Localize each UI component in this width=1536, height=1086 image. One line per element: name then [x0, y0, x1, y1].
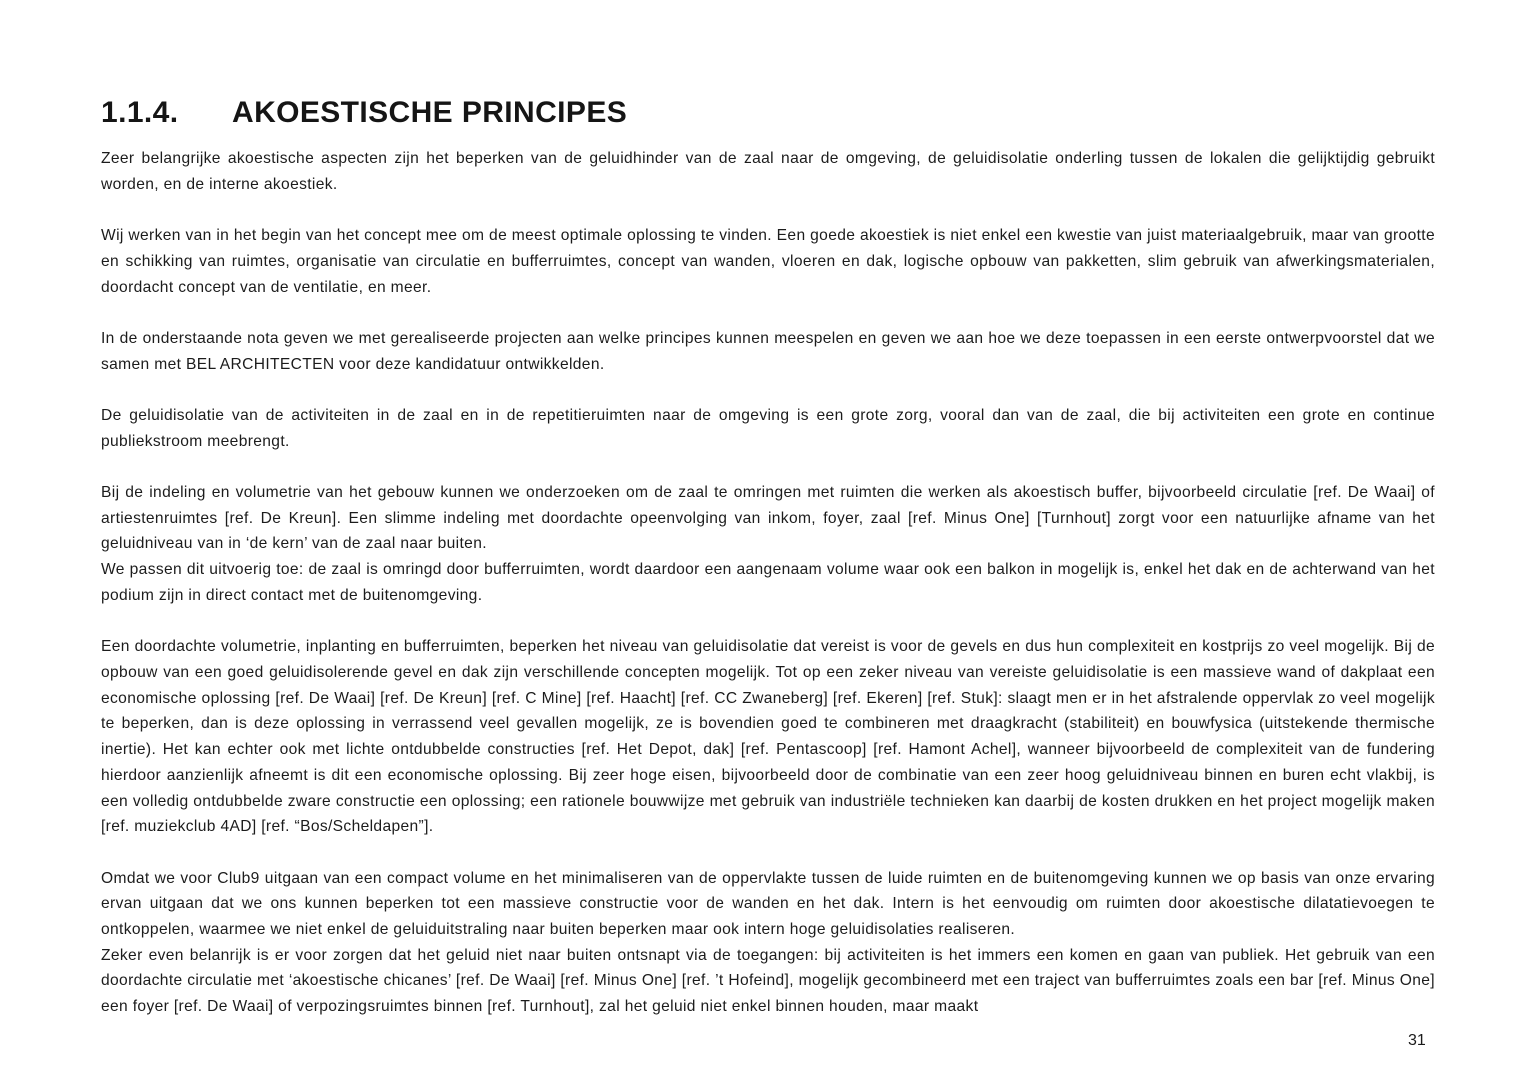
body-text: [101, 146, 1435, 1020]
paragraph-volumetrie: Een doordachte volumetrie, inplanting en bufferruimten, beperken het niveau van geluidisolatie dat vereist is voor de gevels en dus hun complexiteit en kostprijs zo veel mogelijk. Bij de opbouw van een goed geluidisolerende gevel en dak zijn verschillende concepten mogelijk. Tot op een zeker niveau van vereiste geluidisolatie is een massieve wand of dakplaat een economische oplossing [ref. De Waai] [ref. De Kreun] [ref. C Mine] [ref. Haacht] [ref. CC Zwaneberg] [ref. Ekeren] [ref. Stuk]: slaagt men er in het afstralende oppervlak zo veel mogelijk te beperken, dan is deze oplossing in verrassend veel gevallen mogelijk, ze is bovendien goed te combineren met draagkracht (stabiliteit) en bouwfysica (uitstekende thermische inertie). Het kan echter ook met lichte ontdubbelde constructies [ref. Het Depot, dak] [ref. Pentascoop] [ref. Hamont Achel], wanneer bijvoorbeeld de complexiteit van de fundering hierdoor aanzienlijk afneemt is dit een economische oplossing. Bij zeer hoge eisen, bijvoorbeeld door de combinatie van een zeer hoog geluidniveau binnen en buren echt vlakbij, is een volledig ontdubbelde zware constructie een oplossing; een rationele bouwwijze met gebruik van industriële technieken kan daarbij de kosten drukken en het project mogelijk maken [ref. muziekclub 4AD] [ref. “Bos/Scheldapen”].: [101, 638, 1435, 836]
paragraph-concept: Wij werken van in het begin van het concept mee om de meest optimale oplossing te vinden. Een goede akoestiek is niet enkel een kwestie van juist materiaalgebruik, maar van grootte en schikking van ruimtes, organisatie van circulatie en bufferruimtes, concept van wanden, vloeren en dak, logische opbouw van pakketten, slim gebruik van afwerkingsmaterialen, doordacht concept van de ventilatie, en meer.: [101, 227, 1435, 296]
paragraph-club9: Omdat we voor Club9 uitgaan van een compact volume en het minimaliseren van de oppervlakte tussen de luide ruimten en de buitenomgeving kunnen we op basis van onze ervaring ervan uitgaan dat we ons kunnen beperken tot een massieve constructie voor de wanden en het dak. Intern is het eenvoudig om ruimten door akoestische dilatatievoegen te ontkoppelen, waarmee we niet enkel de geluiduitstraling naar buiten beperken maar ook intern hoge geluidisolaties realiseren.: [101, 869, 1435, 938]
paragraph-intro: Zeer belangrijke akoestische aspecten zijn het beperken van de geluidhinder van de zaal naar de omgeving, de geluidisolatie onderling tussen de lokalen die gelijktijdig gebruikt worden, en de interne akoestiek.: [101, 150, 1435, 193]
document-page: [101, 94, 1435, 1020]
paragraph-nota: In de onderstaande nota geven we met gerealiseerde projecten aan welke principes kunnen meespelen en geven we aan hoe we deze toepassen in een eerste ontwerpvoorstel dat we samen met BEL ARCHITECTEN voor deze kandidatuur ontwikkelden.: [101, 329, 1435, 373]
section-title: AKOESTISCHE PRINCIPES: [232, 96, 628, 129]
section-number: 1.1.4.: [101, 96, 179, 129]
section-heading: [101, 94, 1435, 132]
paragraph-toegangen: Zeker even belanrijk is er voor zorgen dat het geluid niet naar buiten ontsnapt via de toegangen: bij activiteiten is het immers een komen en gaan van publiek. Het gebruik van een doordachte circulatie met ‘akoestische chicanes’ [ref. De Waai] [ref. Minus One] [ref. ’t Hofeind], mogelijk gecombineerd met een traject van bufferruimtes zoals een bar [ref. Minus One] een foyer [ref. De Waai] of verpozingsruimtes binnen [ref. Turnhout], zal het geluid niet enkel binnen houden, maar maakt: [101, 946, 1435, 1016]
paragraph-geluidisolatie: De geluidisolatie van de activiteiten in de zaal en in de repetitieruimten naar de omgeving is een grote zorg, vooral dan van de zaal, die bij activiteiten een grote en continue publiekstroom meebrengt.: [101, 406, 1435, 450]
paragraph-bufferruimten: We passen dit uitvoerig toe: de zaal is omringd door bufferruimten, wordt daardoor een aangenaam volume waar ook een balkon in mogelijk is, enkel het dak en de achterwand van het podium zijn in direct contact met de buitenomgeving.: [101, 561, 1435, 604]
paragraph-indeling: Bij de indeling en volumetrie van het gebouw kunnen we onderzoeken om de zaal te omringen met ruimten die werken als akoestisch buffer, bijvoorbeeld circulatie [ref. De Waai] of artiestenruimtes [ref. De Kreun]. Een slimme indeling met doordachte opeenvolging van inkom, foyer, zaal [ref. Minus One] [Turnhout] zorgt voor een natuurlijke afname van het geluidniveau van in ‘de kern’ van de zaal naar buiten.: [101, 484, 1435, 553]
page-number: 31: [1408, 1032, 1426, 1049]
